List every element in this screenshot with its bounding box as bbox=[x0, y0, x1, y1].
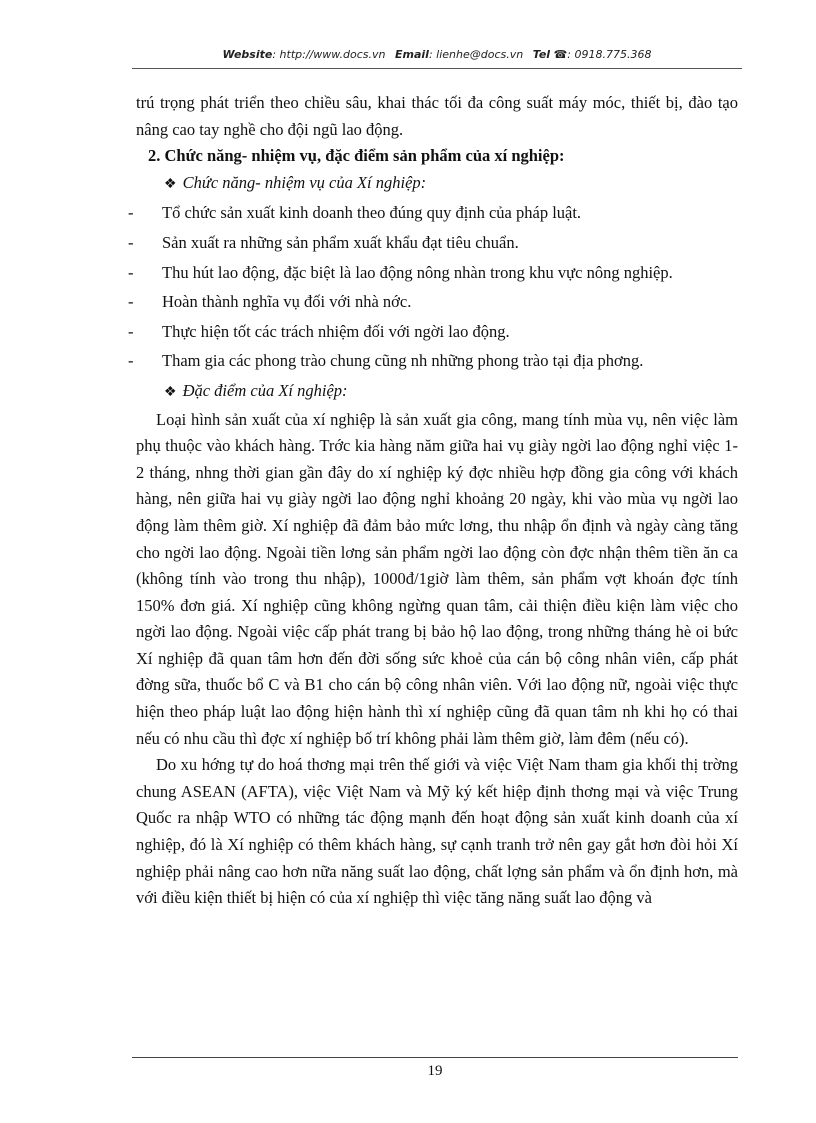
page-number: 19 bbox=[427, 1063, 443, 1079]
list-item bbox=[128, 260, 738, 287]
website-value: : http://www.docs.vn bbox=[272, 48, 386, 61]
list-item-text: Hoàn thành nghĩa vụ đối với nhà nớc. bbox=[162, 292, 412, 312]
dash-bullet-icon: - bbox=[128, 232, 134, 252]
intro-paragraph: trú trọng phát triển theo chiều sâu, khai thác tối đa công suất máy móc, thiết bị, đào tạo nâng cao tay nghề cho đội ngũ lao động. bbox=[136, 93, 738, 139]
header-divider bbox=[132, 68, 742, 69]
list-item bbox=[128, 230, 738, 257]
email-value: : lienhe@docs.vn bbox=[428, 48, 524, 61]
dash-bullet-icon: - bbox=[128, 262, 134, 282]
document-body bbox=[128, 90, 738, 912]
list-item-text: Tham gia các phong trào chung cũng nh những phong trào tại địa phơng. bbox=[162, 351, 644, 371]
dash-bullet-icon: - bbox=[128, 203, 134, 223]
features-paragraph: Loại hình sản xuất của xí nghiệp là sản xuất gia công, mang tính mùa vụ, nên việc làm phụ thuộc vào khách hàng. Trớc kia hàng năm giữa hai vụ giày ngời lao động nghỉ việc 1-2 tháng, nhng thời gian gần đây do xí nghiệp ký đợc nhiều hợp đồng gia công với khách hàng, nên giữa hai vụ giày ngời lao động nghỉ khoảng 20 ngày, khi vào mùa vụ ngời lao động làm thêm giờ. Xí nghiệp đã đảm bảo mức lơng, thu nhập ổn định và ngày càng tăng cho ngời lao động. Ngoài tiền lơng sản phẩm ngời lao động còn đợc nhận thêm tiền ăn ca (không tính vào trong thu nhập), 1000đ/1giờ làm thêm, sản phẩm vợt khoán đợc tính 150% đơn giá. Xí nghiệp cũng không ngừng quan tâm, cải thiện điều kiện làm việc cho ngời lao động. Ngoài việc cấp phát trang bị bảo hộ lao động, trong những tháng hè oi bức Xí nghiệp đã quan tâm hơn đến đời sống sức khoẻ của cán bộ công nhân viên, cấp phát đờng sữa, thuốc bổ C và B1 cho cán bộ công nhân viên. Với lao động nữ, ngoài việc thực hiện theo pháp luật lao động hiện hành thì xí nghiệp cũng đã quan tâm nh khi họ có thai nếu có nhu cầu thì đợc xí nghiệp bố trí không phải làm thêm giờ, làm đêm (nếu có). bbox=[136, 409, 738, 748]
trade-paragraph: Do xu hớng tự do hoá thơng mại trên thế giới và việc Việt Nam tham gia khối thị trờng chung ASEAN (AFTA), việc Việt Nam và Mỹ ký kết hiệp định thơng mại và việc Trung Quốc ra nhập WTO có những tác động mạnh đến hoạt động sản xuất kinh doanh của xí nghiệp, đó là Xí nghiệp có thêm khách hàng, sự cạnh tranh trở nên gay gắt hơn đòi hỏi Xí nghiệp phải nâng cao hơn nữa năng suất lao động, chất lợng sản phẩm và ổn định hơn, mà với điều kiện thiết bị hiện có của xí nghiệp thì việc tăng năng suất lao động và bbox=[136, 755, 738, 908]
tel-label: Tel bbox=[532, 48, 551, 61]
duties-list bbox=[128, 200, 738, 375]
tel-value: : 0918.775.368 bbox=[567, 48, 652, 61]
list-item-text: Tổ chức sản xuất kinh doanh theo đúng quy định của pháp luật. bbox=[162, 203, 582, 223]
diamond-bullet-icon: ❖ bbox=[164, 384, 177, 400]
list-item-text: Thực hiện tốt các trách nhiệm đối với ngời lao động. bbox=[162, 321, 510, 341]
list-item-text: Thu hút lao động, đặc biệt là lao động nông nhàn trong khu vực nông nghiệp. bbox=[162, 262, 673, 282]
website-label: Website bbox=[222, 48, 273, 61]
email-label: Email bbox=[395, 48, 429, 61]
list-item bbox=[128, 289, 738, 316]
list-item-text: Sản xuất ra những sản phẩm xuất khẩu đạt tiêu chuẩn. bbox=[162, 232, 519, 252]
footer-divider bbox=[132, 1057, 738, 1058]
page-header bbox=[132, 48, 742, 61]
dash-bullet-icon: - bbox=[128, 351, 134, 371]
phone-icon: ☎ bbox=[553, 48, 568, 61]
dash-bullet-icon: - bbox=[128, 321, 134, 341]
dash-bullet-icon: - bbox=[128, 292, 134, 312]
subsection-duties-title bbox=[164, 170, 738, 199]
list-item bbox=[128, 200, 738, 227]
subsection-duties-label: Chức năng- nhiệm vụ của Xí nghiệp: bbox=[182, 172, 427, 192]
list-item bbox=[128, 319, 738, 346]
subsection-features-title bbox=[164, 378, 738, 407]
section-heading: 2. Chức năng- nhiệm vụ, đặc điểm sản phẩm của xí nghiệp: bbox=[148, 146, 565, 166]
list-item bbox=[128, 348, 738, 375]
subsection-features-label: Đặc điểm của Xí nghiệp: bbox=[182, 380, 348, 400]
diamond-bullet-icon: ❖ bbox=[164, 176, 177, 192]
